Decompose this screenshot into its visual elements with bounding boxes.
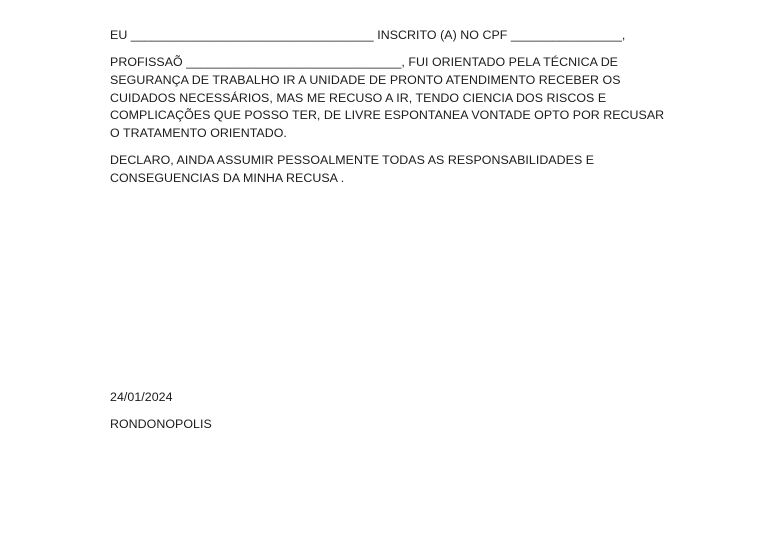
document-date: 24/01/2024 <box>110 390 173 404</box>
declaration-refusal-paragraph: PROFISSAÕ _______________________________, FUI ORIENTADO PELA TÉCNICA DE SEGURANÇA DE TRABALHO IR A UNIDADE DE PRONTO ATENDIMENTO RECEBER OS CUIDADOS NECESSÁRIOS, MAS ME RECUSO A IR, TENDO CIENCIA DOS RISCOS E COMPLICAÇÕES QUE POSSO TER, DE LIVRE ESPONTANEA VONTADE OPTO POR RECUSAR O TRATAMENTO ORIENTADO. <box>110 55 668 141</box>
declaration-responsibility-paragraph: DECLARO, AINDA ASSUMIR PESSOALMENTE TODAS AS RESPONSABILIDADES E CONSEGUENCIAS DA MINHA RECUSA . <box>110 153 598 185</box>
declaration-identity-line: EU ___________________________________ INSCRITO (A) NO CPF ________________, <box>110 28 626 42</box>
document-city: RONDONOPOLIS <box>110 417 212 431</box>
